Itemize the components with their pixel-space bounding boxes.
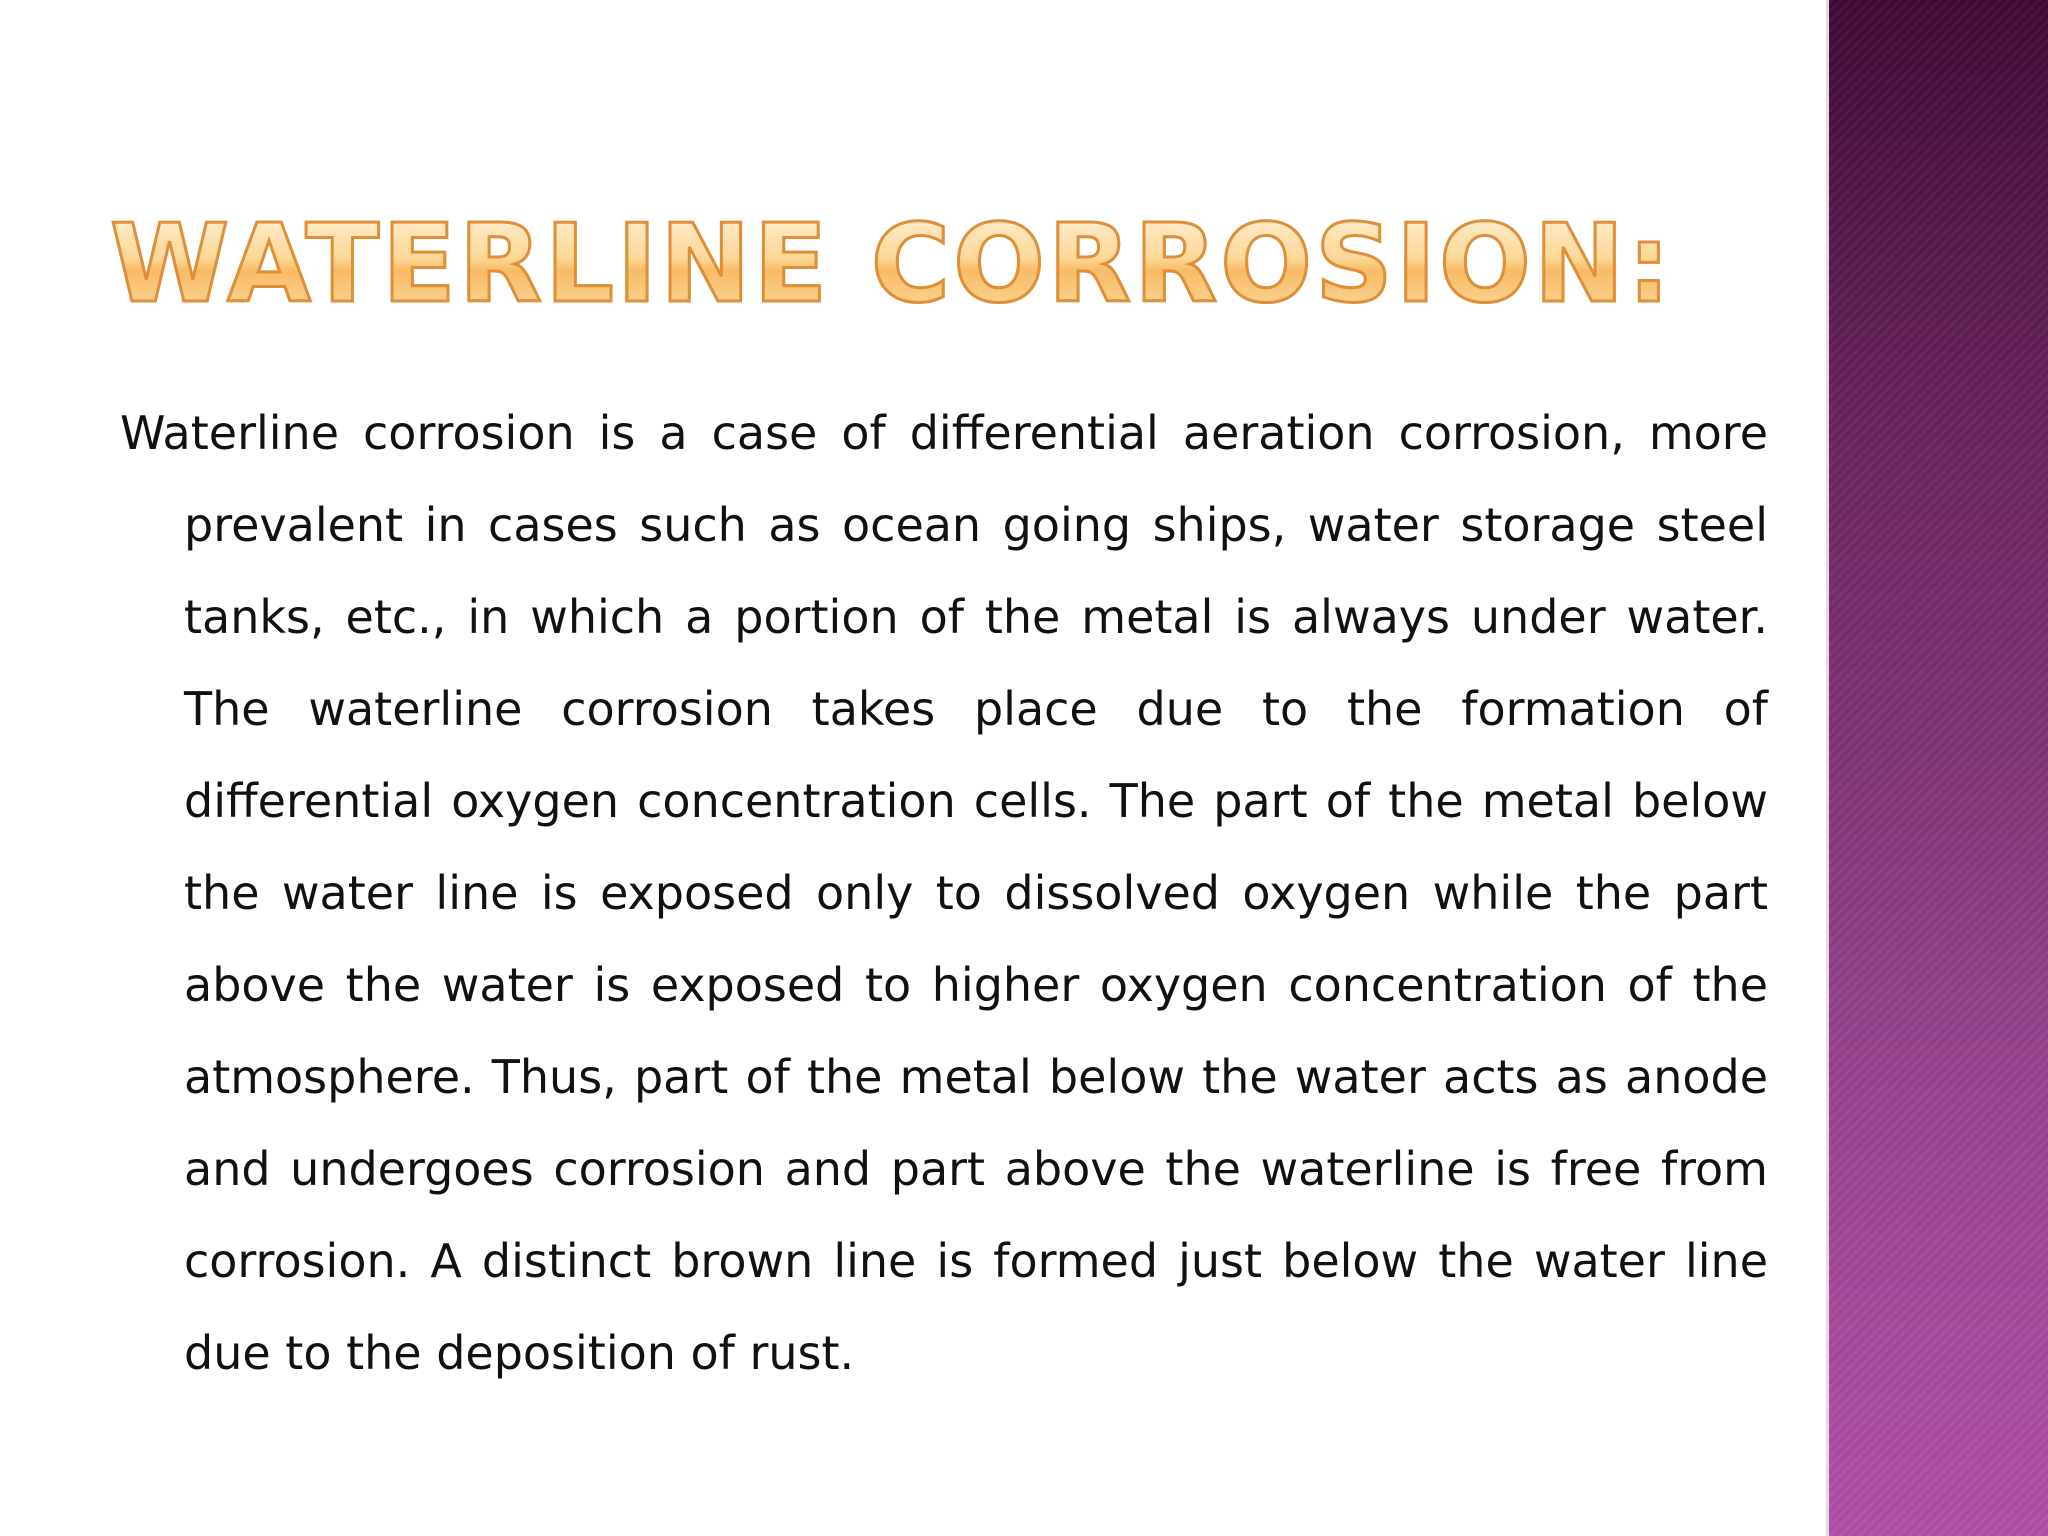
slide-title [110,200,1810,330]
decorative-side-bar [1826,0,2048,1536]
slide-title-text: WATERLINE CORROSION: [110,202,1674,327]
side-bar-texture [1829,0,2048,1536]
slide-body-paragraph: Waterline corrosion is a case of differential aeration corrosion, more prevalent in cases such as ocean going ships, water storage steel tanks, etc., in which a portion of the metal is always under water. The waterline corrosion takes place due to the formation of differential oxygen concentration cells. The part of the metal below the water line is exposed only to dissolved oxygen while the part above the water is exposed to higher oxygen concentration of the atmosphere. Thus, part of the metal below the water acts as anode and undergoes corrosion and part above the waterline is free from corrosion. A distinct brown line is formed just below the water line due to the deposition of rust. [120,406,1768,1380]
